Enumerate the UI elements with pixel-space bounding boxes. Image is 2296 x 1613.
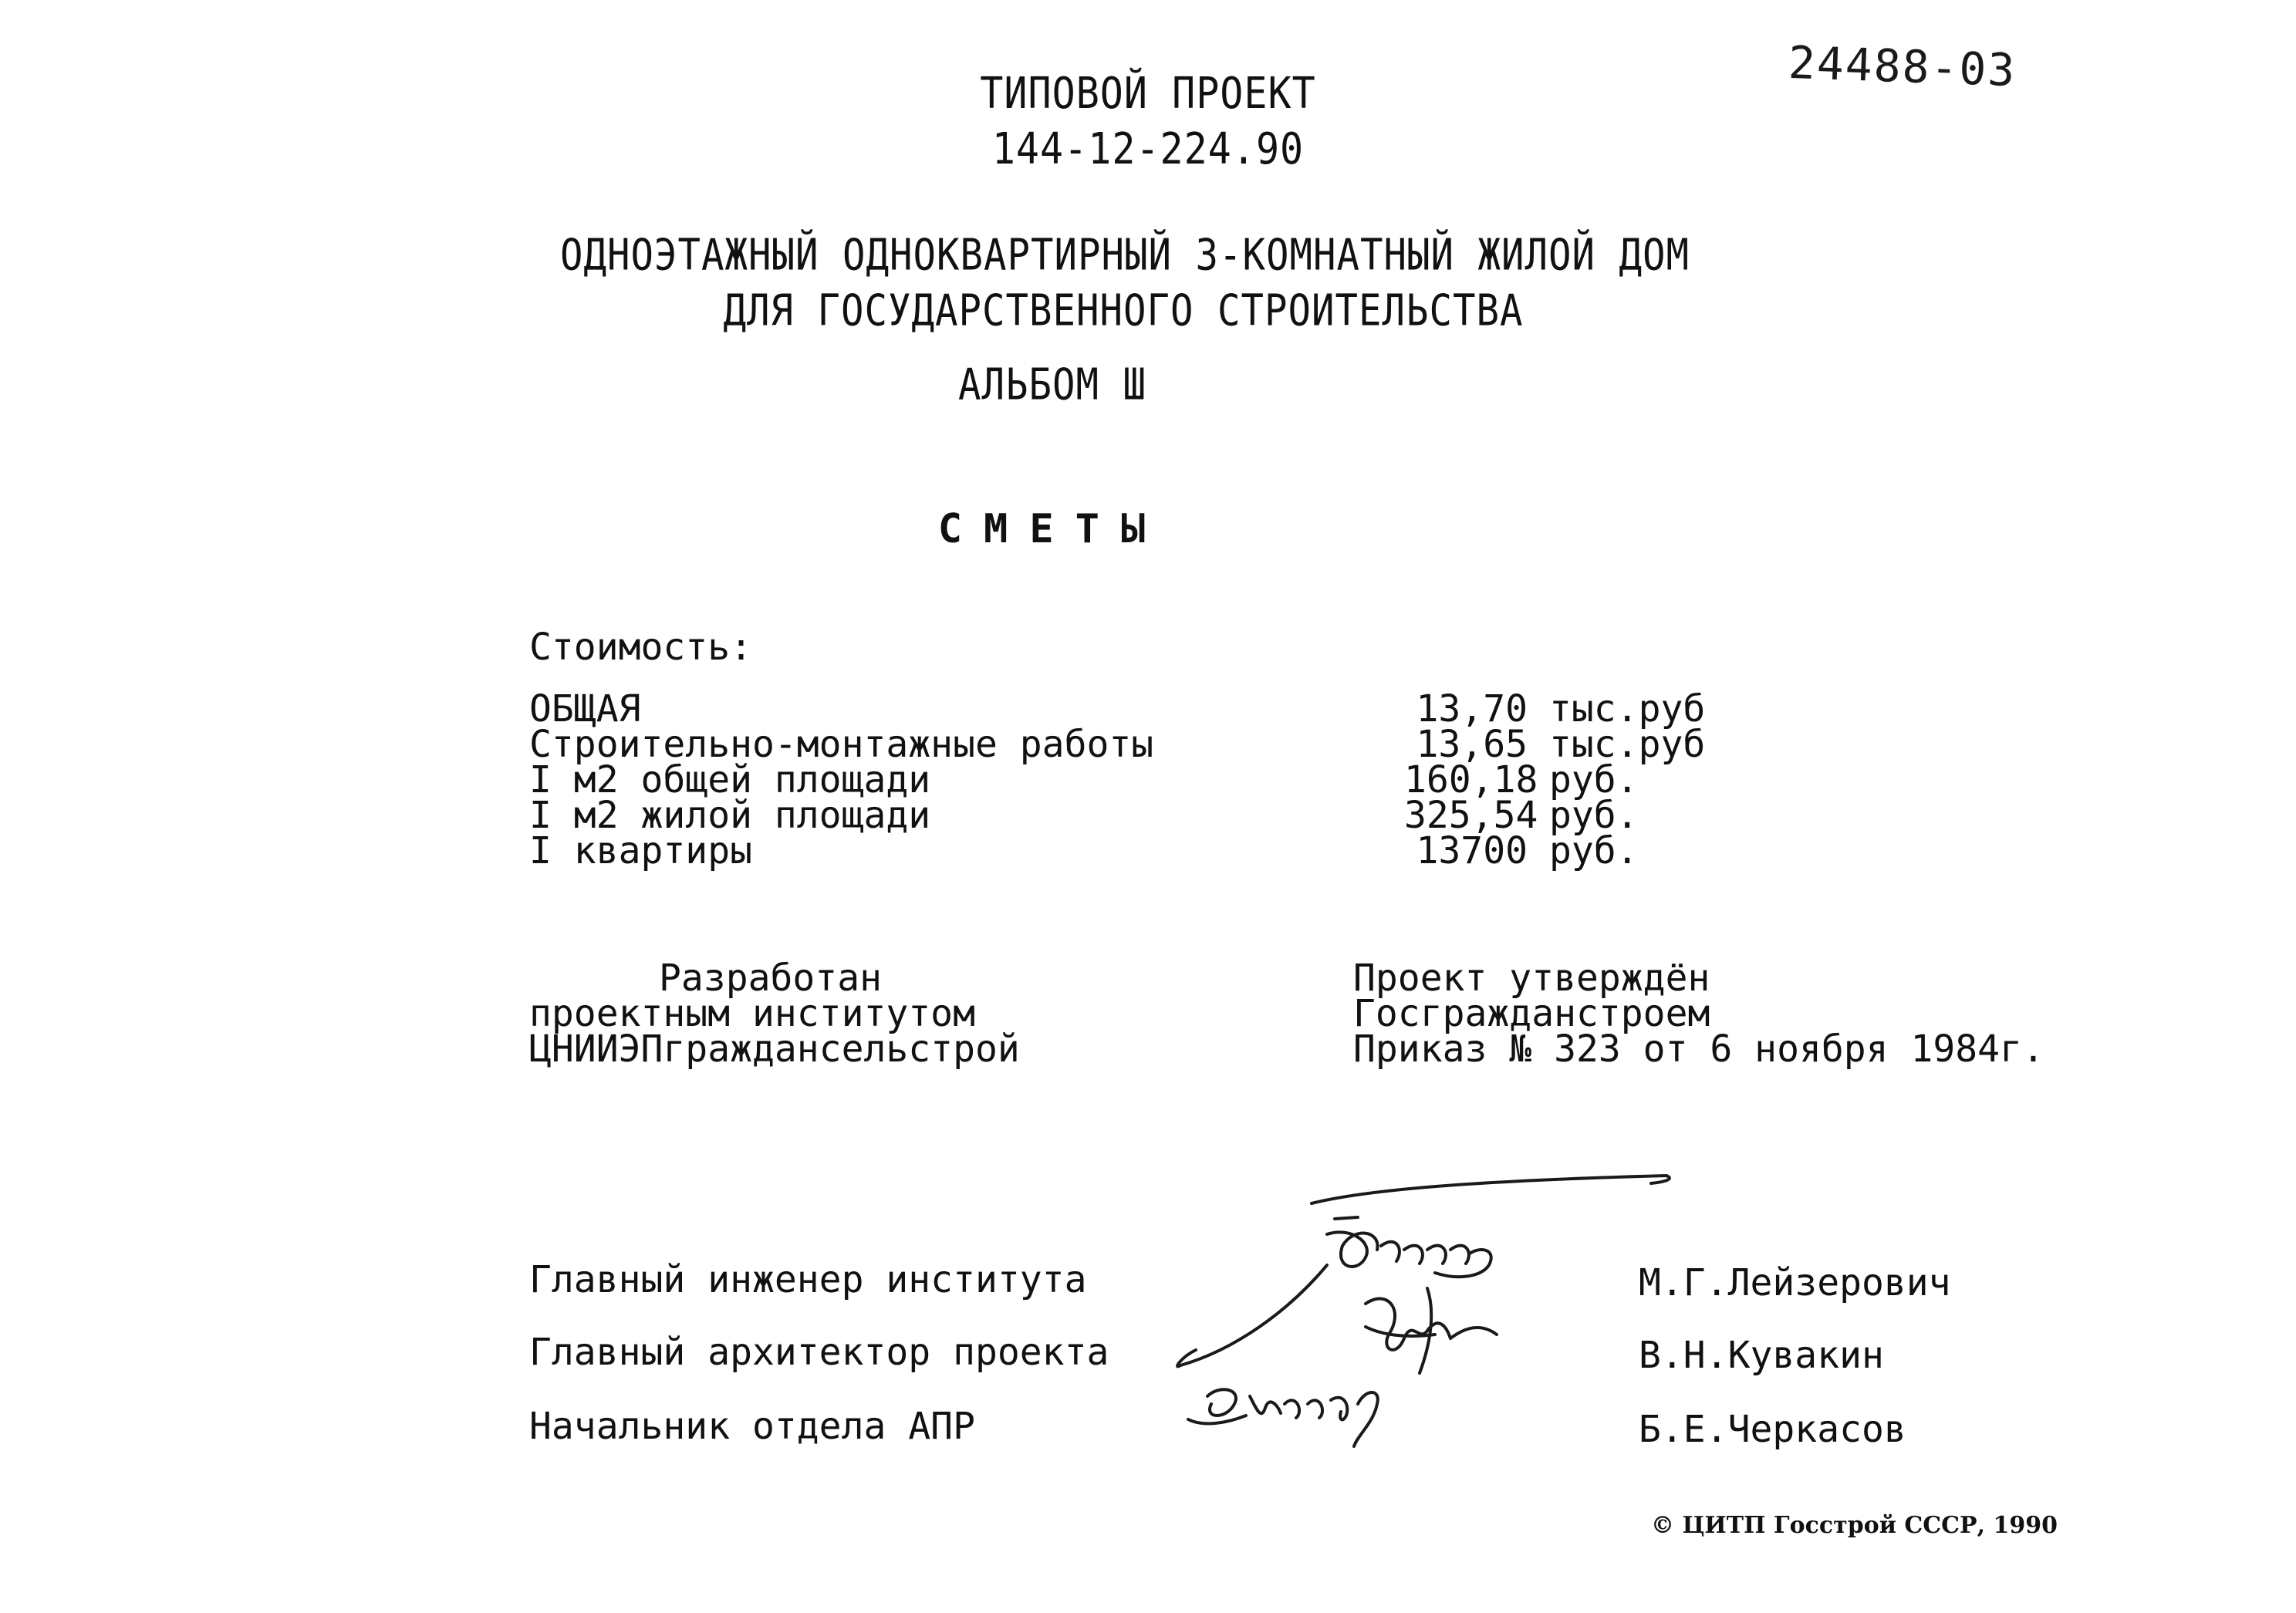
project-number: 144-12-224.90 [991, 123, 1305, 174]
cost-row-unit: руб. [1549, 758, 1639, 801]
signature-2 [1366, 1288, 1497, 1373]
cost-row-name: I м2 общей площади [529, 758, 931, 801]
cost-row-name: I м2 жилой площади [529, 794, 931, 837]
cost-row-name: ОБЩАЯ [529, 687, 641, 731]
developed-by-line-2: проектным институтом [529, 992, 975, 1035]
developer-institute-name: ЦНИИЭПграждансельстрой [529, 1028, 1020, 1071]
signatory-name: Б.Е.Черкасов [1639, 1408, 1906, 1451]
copyright-notice: © ЦИТП Госстрой СССР, 1990 [1651, 1512, 2058, 1539]
approved-by-block [1353, 957, 2044, 1071]
developed-by-heading: Разработан [659, 957, 882, 1000]
cost-row-value: 13700 [1416, 829, 1528, 872]
title-line-2: ДЛЯ ГОСУДАРСТВЕННОГО СТРОИТЕЛЬСТВА [723, 285, 1524, 336]
cost-row-unit: руб. [1549, 794, 1639, 837]
handwritten-signatures [1173, 1173, 1759, 1466]
cost-row-value: 160,18 [1404, 758, 1538, 801]
cost-row-name: Строительно-монтажные работы [529, 723, 1154, 766]
project-type-heading: ТИПОВОЙ ПРОЕКТ [980, 68, 1316, 119]
cost-row-unit: руб. [1549, 829, 1639, 872]
developed-by-block [529, 957, 1020, 1071]
signatory-title: Начальник отдела АПР [529, 1405, 975, 1448]
approval-order: Приказ № 323 от 6 ноября 1984г. [1353, 1028, 2044, 1071]
section-title-estimates: СМЕТЫ [937, 506, 1167, 552]
signatory-name: М.Г.Лейзерович [1639, 1261, 1951, 1304]
cost-row-name: I квартиры [529, 829, 752, 872]
handwritten-stamp-number: 24488-03 [1787, 35, 2017, 97]
signatory-title: Главный архитектор проекта [529, 1331, 1109, 1374]
approving-authority: Госгражданстроем [1353, 992, 1710, 1035]
signatory-title: Главный инженер института [529, 1258, 1087, 1301]
cost-row-value: 13,70 [1416, 687, 1528, 731]
approved-heading: Проект утверждён [1353, 957, 1710, 1000]
signature-1 [1177, 1176, 1670, 1366]
signatory-name: В.Н.Кувакин [1639, 1334, 1884, 1377]
signature-3 [1188, 1389, 1378, 1446]
album-label: АЛЬБОМ Ш [957, 359, 1146, 410]
cost-row-value: 325,54 [1404, 794, 1538, 837]
costs-label: Стоимость: [529, 626, 752, 669]
cost-row-unit: тыс.руб [1549, 687, 1706, 731]
cost-row-unit: тыс.руб [1549, 723, 1706, 766]
title-line-1: ОДНОЭТАЖНЫЙ ОДНОКВАРТИРНЫЙ 3-КОМНАТНЫЙ ЖИЛОЙ ДОМ [559, 229, 1690, 281]
cost-row-value: 13,65 [1416, 723, 1528, 766]
